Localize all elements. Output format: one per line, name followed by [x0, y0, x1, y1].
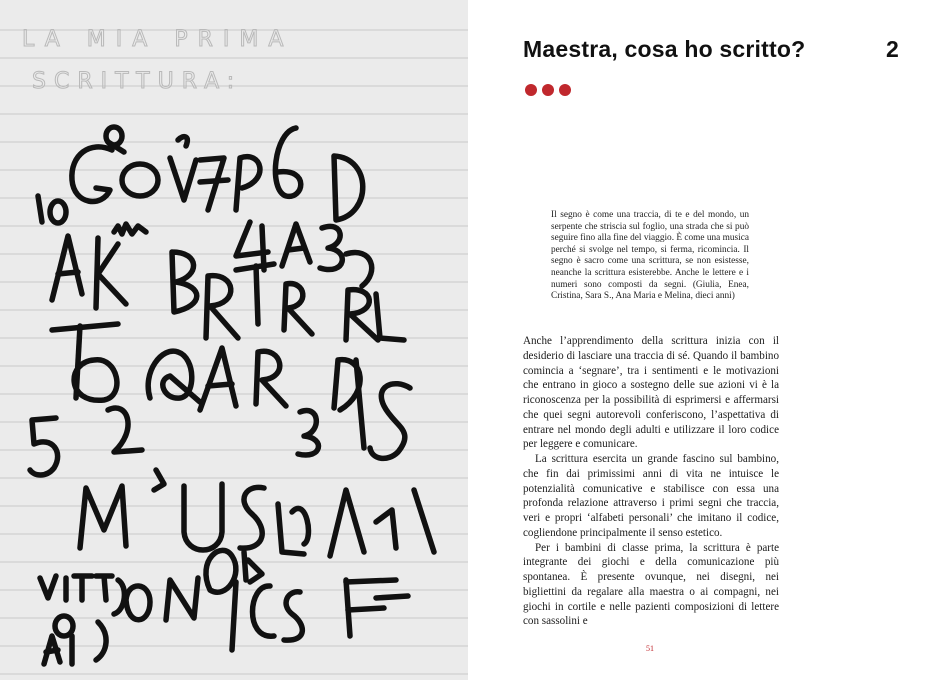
red-dot-icon [525, 84, 537, 96]
chapter-number: 2 [886, 36, 899, 62]
red-dot-icon [559, 84, 571, 96]
text-page [468, 0, 935, 680]
chapter-title: Maestra, cosa ho scritto? [523, 36, 806, 62]
marker-strokes [30, 127, 434, 664]
paragraph: Anche l’apprendimento della scrittura inizia con il desiderio di lasciare una traccia di sé. Quando il bambino comincia a ‘segnare’, tra i sentimenti e le motivazioni che entrano in gioco a sostegno delle sue azioni vi è la riconoscenza per la possibilità di esprimersi e affermarsi che quei segni autorevoli conferiscono, l’aspettativa di entrare nel mondo degli adulti e utilizzare il loro codice per leggere e comunicare. [523, 335, 779, 451]
page-number: 51 [646, 644, 654, 653]
faint-header-line-1: LA MIA PRIMA [22, 27, 294, 52]
body-text [523, 334, 779, 629]
red-dot-icon [542, 84, 554, 96]
children-quote: Il segno è come una traccia, di te e del mondo, un serpente che striscia sul foglio, una strada che si può seguire fino alla fine del viaggio. È come una musica perché si svolge nel tempo, si ferma, ricomincia. Il segno è sacro come una scrittura, se non esistesse, neanche la scrittura esisterebbe. Anche le lettere e i numeri sono composti da segni. (Giulia, Enea, Cristina, Sara S., Ana Maria e Melina, dieci anni) [551, 210, 749, 302]
decorative-dots [525, 84, 571, 96]
paragraph: Per i bambini di classe prima, la scrittura è parte integrante dei giochi e della comunicazione più spontanea. È presente ovunque, nei disegni, nei bigliettini da regalare alla maestra o ai compagni, nei giochi in cortile e nelle pazienti composizioni di lettere con sassolini e [523, 541, 779, 628]
paragraph: La scrittura esercita un grande fascino sul bambino, che fin dai primissimi anni di vita ne intuisce le potenzialità comunicative e stabilisce con essa una profonda relazione attraverso i primi segni che traccia, veri e propri ‘alfabeti personali’ che imitano il codice, cogliendone principalmente il senso estetico. [523, 453, 779, 539]
faint-header-line-2: SCRITTURA: [32, 69, 243, 94]
